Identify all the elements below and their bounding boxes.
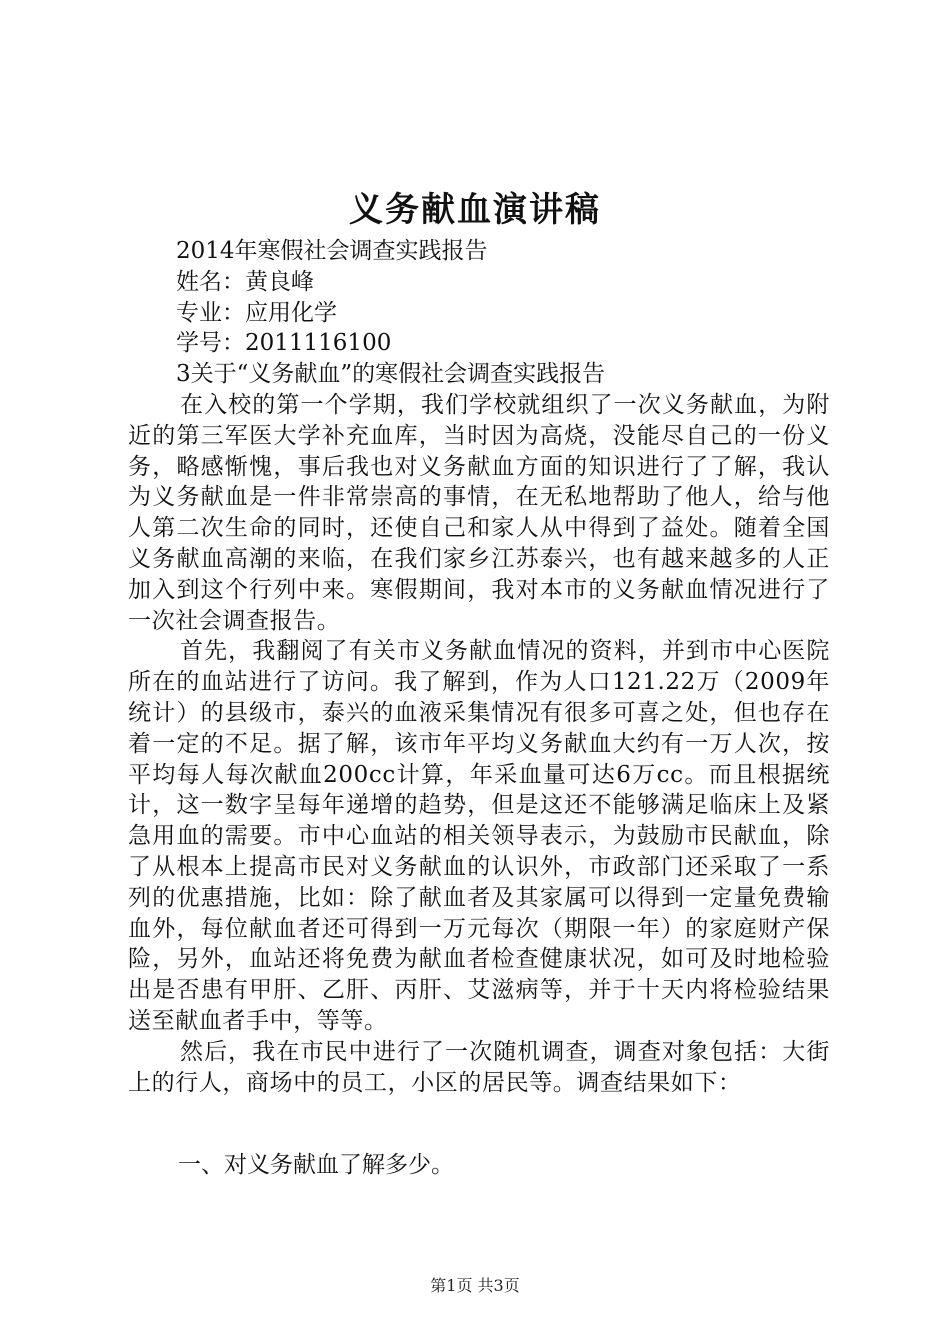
student-id: 学号：2011116100 bbox=[176, 330, 392, 357]
author-major: 专业：应用化学 bbox=[176, 299, 337, 326]
report-heading: 2014年寒假社会调查实践报告 bbox=[176, 238, 488, 264]
document-body bbox=[128, 236, 830, 1098]
author-name: 姓名：黄良峰 bbox=[176, 268, 314, 295]
page-footer: 第1页 共3页 bbox=[430, 1276, 520, 1295]
report-subtitle: 3关于“义务献血”的寒假社会调查实践报告 bbox=[176, 361, 606, 388]
document-title: 义务献血演讲稿 bbox=[349, 190, 601, 230]
paragraph-research: 首先，我翻阅了有关市义务献血情况的资料，并到市中心医院所在的血站进行了访问。我了解到，作为人口121.22万（2009年统计）的县级市，泰兴的血液采集情况有很多可喜之处，但也存在着一定的不足。据了解，该市年平均义务献血大约有一万人次，按平均每人每次献血200cc计算，年采血量可达6万cc。而且根据统计，这一数字呈每年递增的趋势，但是这还不能够满足临床上及紧急用血的需要。市中心血站的相关领导表示，为鼓励市民献血，除了从根本上提高市民对义务献血的认识外，市政部门还采取了一系列的优惠措施，比如：除了献血者及其家属可以得到一定量免费输血外，每位献血者还可得到一万元每次（期限一年）的家庭财产保险，另外，血站还将免费为献血者检查健康状况，如可及时地检验出是否患有甲肝、乙肝、丙肝、艾滋病等，并于十天内将检验结果送至献血者手中，等等。 bbox=[128, 638, 830, 1034]
paragraph-survey: 然后，我在市民中进行了一次随机调查，调查对象包括：大街上的行人，商场中的员工，小区的居民等。调查结果如下： bbox=[128, 1038, 830, 1096]
section-heading: 一、对义务献血了解多少。 bbox=[178, 1152, 454, 1178]
paragraph-intro: 在入校的第一个学期，我们学校就组织了一次义务献血，为附近的第三军医大学补充血库，当时因为高烧，没能尽自己的一份义务，略感惭愧，事后我也对义务献血方面的知识进行了了解，我认为义务献血是一件非常崇高的事情，在无私地帮助了他人，给与他人第二次生命的同时，还使自己和家人从中得到了益处。随着全国义务献血高潮的来临，在我们家乡江苏泰兴，也有越来越多的人正加入到这个行列中来。寒假期间，我对本市的义务献血情况进行了一次社会调查报告。 bbox=[128, 391, 830, 634]
